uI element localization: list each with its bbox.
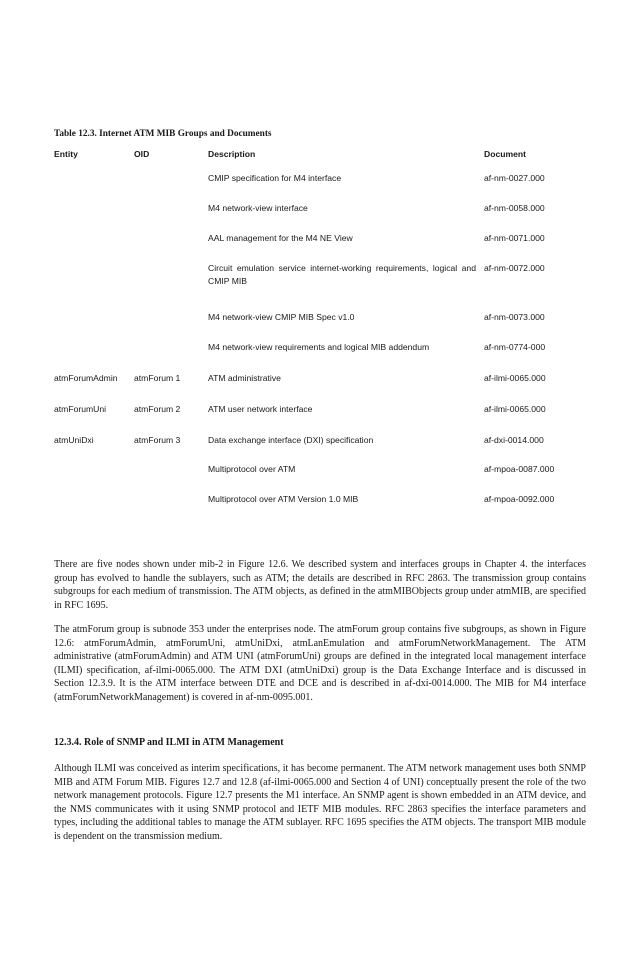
cell-description: ATM user network interface [208,404,313,414]
paragraph-atmforum-group: The atmForum group is subnode 353 under the enterprises node. The atmForum group contains five subgroups, as shown in Figure 12.6: atmForumAdmin, atmForumUni, atmUniDxi, atmLanEmulation and atmForumNetworkManagement. The ATM administrative (atmForumAdmin) and ATM UNI (atmForumUni) groups are defined in the integrated local management interface (ILMI) specification, af-ilmi-0065.000. The ATM DXI (atmUniDxi) group is the Data Exchange Interface and is discussed in Section 12.3.9. It is the ATM interface between DTE and DCE and is described in af-dxi-0014.000. The MIB for M4 interface (atmForumNetworkManagement) is covered in af-nm-0095.001. [54,624,586,703]
table-row [54,403,594,434]
section-heading-block [54,736,586,749]
cell-entity: atmForumAdmin [54,373,118,383]
cell-description: M4 network-view requirements and logical MIB addendum [208,342,430,352]
table-row [54,341,594,372]
table-row [54,463,594,493]
cell-document: af-dxi-0014.000 [484,435,544,445]
table-row [54,493,594,513]
cell-entity: atmUniDxi [54,435,94,445]
cell-oid: atmForum 3 [134,435,181,445]
table-header-row [54,148,594,172]
table-caption: Table 12.3. Internet ATM MIB Groups and Documents [54,129,272,139]
cell-document: af-ilmi-0065.000 [484,373,546,383]
atm-mib-table [54,148,594,513]
table-row [54,202,594,232]
paragraph-mib2-nodes: There are five nodes shown under mib-2 in Figure 12.6. We described system and interfaces groups in Chapter 4. the interfaces group has evolved to handle the sublayers, such as ATM; the details are described in RFC 2863. The transmission group contains subgroups for each medium of transmission. The ATM objects, as defined in the atmMIBObjects group under atmMIB, are specified in RFC 1695. [54,559,586,611]
cell-entity: atmForumUni [54,404,107,414]
cell-document: af-ilmi-0065.000 [484,404,546,414]
body-section [54,762,586,843]
cell-oid: atmForum 1 [134,373,181,383]
header-description: Description [208,149,256,159]
body-section [54,623,586,704]
cell-description: Multiprotocol over ATM Version 1.0 MIB [208,494,359,504]
cell-document: af-nm-0072.000 [484,263,545,273]
header-entity: Entity [54,149,78,159]
cell-oid: atmForum 2 [134,404,181,414]
header-oid: OID [134,149,150,159]
table-row [54,232,594,262]
cell-document: af-nm-0058.000 [484,203,545,213]
cell-document: af-mpoa-0092.000 [484,494,555,504]
table-row [54,372,594,403]
cell-description: AAL management for the M4 NE View [208,233,353,243]
cell-document: af-nm-0027.000 [484,173,545,183]
cell-document: af-nm-0774-000 [484,342,546,352]
cell-description: M4 network-view CMIP MIB Spec v1.0 [208,312,355,322]
cell-document: af-nm-0073.000 [484,312,545,322]
cell-description: Multiprotocol over ATM [208,464,296,474]
cell-document: af-nm-0071.000 [484,233,545,243]
cell-description: CMIP specification for M4 interface [208,173,342,183]
cell-description: M4 network-view interface [208,203,308,213]
cell-document: af-mpoa-0087.000 [484,464,555,474]
table-row [54,434,594,463]
table-row [54,262,594,311]
cell-description: ATM administrative [208,373,281,383]
section-heading: 12.3.4. Role of SNMP and ILMI in ATM Management [54,737,284,748]
body-section [54,558,586,612]
table-row [54,311,594,341]
cell-description: Data exchange interface (DXI) specification [208,435,374,445]
table-row [54,172,594,202]
paragraph-snmp-ilmi-role: Although ILMI was conceived as interim specifications, it has become permanent. The ATM network management uses both SNMP MIB and ATM Forum MIB. Figures 12.7 and 12.8 (af-ilmi-0065.000 and Section 4 of UNI) conceptually present the role of the two network management protocols. Figure 12.7 presents the M1 interface. An SNMP agent is shown embedded in an ATM device, and the NMS communicates with it using SNMP protocol and IETF MIB modules. RFC 2863 specifies the interface parameters and types, including the additional tables to manage the ATM sublayer. RFC 1695 specifies the ATM objects. The transport MIB module is dependent on the transmission medium. [54,763,586,842]
cell-description: Circuit emulation service internet-working requirements, logical and CMIP MIB [208,263,476,286]
header-document: Document [484,149,527,159]
